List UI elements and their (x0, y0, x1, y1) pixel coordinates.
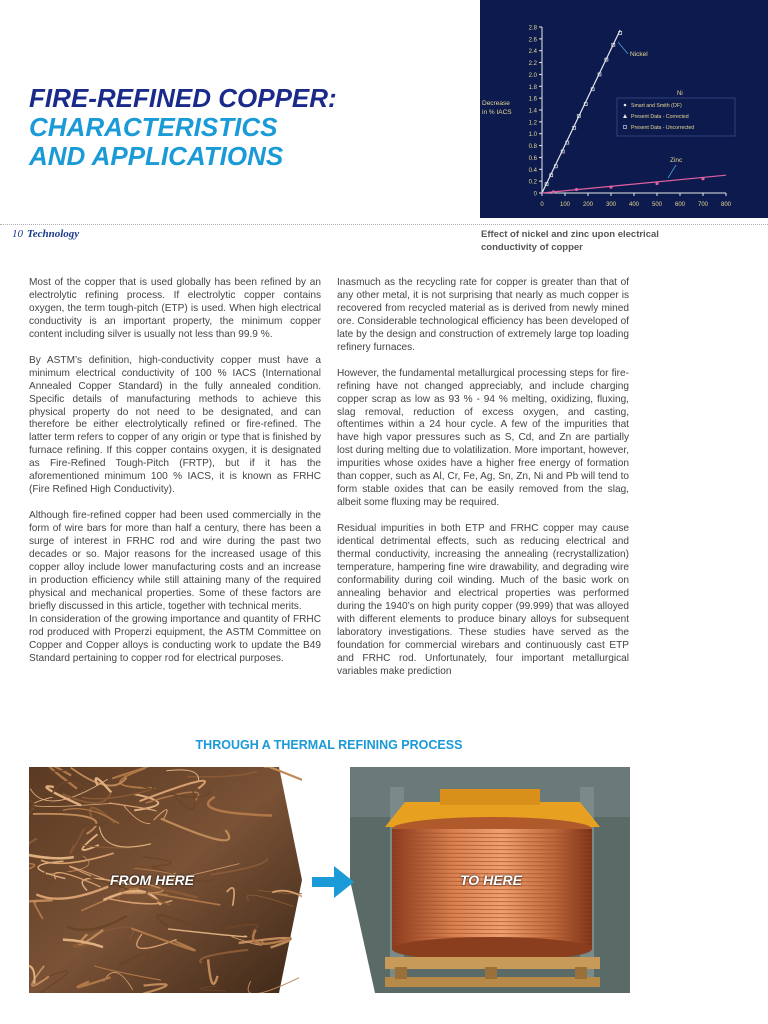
legend-entry: Present Data - Uncorrected (631, 125, 695, 131)
annotation-nickel: Nickel (630, 51, 648, 58)
figure-caption: Effect of nickel and zinc upon electrical conductivity of copper (481, 229, 659, 253)
x-tick-label: 700 (697, 202, 709, 208)
paragraph: By ASTM’s definition, high-conductivity copper must have a minimum electrical conductivity of 100 % IACS (International Annealed Copper Standard) in the fully annealed condition. Specific details of manufacturing methods to achieve this physical property do not need to be designated, and can therefore be either electrolytically refined or fire-refined. The latter term refers to copper of any origin or type that is finished by furnace refining. If this copper contains oxygen, it is designated as Fire-Refined Tough-Pitch (FRTP), but if it has the aforementioned minimum 100 % IACS, it is known as FRHC (Fire Refined High Conductivity). (29, 354, 321, 496)
y-tick-label: 0 (533, 191, 537, 198)
legend-title: Ni (677, 91, 683, 97)
title-line-3: AND APPLICATIONS (29, 141, 284, 171)
page-number: 10 (12, 228, 23, 240)
process-subheading: THROUGH A THERMAL REFINING PROCESS (195, 738, 463, 752)
data-point (701, 177, 704, 180)
x-tick-label: 100 (559, 202, 571, 208)
to-label: TO HERE (460, 872, 522, 888)
y-tick-label: 2.2 (528, 61, 537, 68)
conductivity-chart (480, 0, 768, 218)
title-line-1: FIRE-REFINED COPPER: (29, 83, 337, 113)
legend-entry: Smart and Smith (OF) (631, 103, 682, 109)
x-tick-label: 800 (720, 202, 732, 208)
legend-marker (624, 104, 627, 107)
header-divider (0, 224, 768, 225)
y-tick-label: 1.0 (528, 132, 537, 139)
y-tick-label: 0.6 (528, 155, 537, 162)
paragraph: However, the fundamental metallurgical processing steps for fire-refining have not changed appreciably, and include charging copper scrap as low as 93 % - 94 % melting, oxidizing, fluxing, slag removal, reduction of excess oxygen, and casting, oftentimes within a 24 hour cycle. A few of the impurities that have high vapor pressures such as S, Cd, and Zn are partially lost during melting due to volatilization. More important, however, impurities whose oxides have a higher free energy of formation than copper, such as Al, Cr, Fe, Ag, Sn, Zn, Ni and Pb will tend to form stable oxides that can be easily removed from the slag, albeit some fluxing may be required. (337, 367, 629, 509)
x-tick-label: 0 (540, 202, 544, 208)
legend-marker (624, 126, 627, 129)
series-line (542, 30, 620, 193)
legend-marker (623, 114, 627, 118)
y-tick-label: 0.8 (528, 144, 537, 151)
annotation-pointer (618, 42, 628, 54)
paragraph: Residual impurities in both ETP and FRHC copper may cause identical detrimental effects, such as reducing electrical and thermal conductivity, increasing the annealing (recrystallization) temperature, hampering fine wire drawability, and degrading wire conformability during coil winding. Much of the basic work on annealing behavior and electrical properties was performed during the 1940’s on high purity copper (99.999) that was alloyed with different elements to produce binary alloys for subsequent laboratory investigations. These studies have served as the foundation for commercial wirebars and continuously cast ETP and FRHC rod. Unfortunately, four important metallurgical variables make prediction (337, 523, 629, 677)
data-point (575, 188, 578, 191)
y-tick-label: 0.2 (528, 179, 537, 186)
from-label: FROM HERE (110, 872, 194, 888)
series-line (542, 175, 726, 193)
data-point (655, 182, 658, 185)
data-point (552, 190, 555, 193)
x-tick-label: 600 (674, 202, 686, 208)
title-line-2: CHARACTERISTICS (29, 112, 278, 142)
section-label (12, 228, 79, 240)
y-tick-label: 1.6 (528, 96, 537, 103)
left-column (29, 277, 321, 666)
y-tick-label: 2.8 (528, 25, 537, 32)
y-axis-label-line-2: in % IACS (482, 109, 512, 116)
legend-entry: Present Data - Corrected (631, 114, 689, 120)
y-tick-label: 0.4 (528, 167, 537, 174)
y-tick-label: 2.0 (528, 72, 537, 79)
y-tick-label: 1.4 (528, 108, 537, 115)
x-tick-label: 400 (628, 202, 640, 208)
section-name: Technology (27, 228, 80, 240)
x-tick-label: 200 (582, 202, 594, 208)
paragraph: Although fire-refined copper had been used commercially in the form of wire bars for more than half a century, there has been a surge of interest in FRHC rod and wire during the past two decades or so. Major reasons for the increased usage of this copper alloy include lower manufacturing costs and an increase in production efficiency while still attaining many of the required physical and mechanical properties. Some of these factors are briefly discussed in this article, together with technical merits. (29, 510, 321, 612)
y-tick-label: 1.8 (528, 84, 537, 91)
annotation-zinc: Zinc (670, 157, 683, 164)
y-tick-label: 2.4 (528, 49, 537, 56)
chart-svg (480, 0, 768, 218)
x-tick-label: 300 (605, 202, 617, 208)
paragraph: Inasmuch as the recycling rate for copper is greater than that of any other metal, it is not surprising that nearly as much copper is recovered from recycled material as is derived from newly mined ore. Considerable technological efficiency has been developed of late by the design and construction of extremely large top loading refinery furnaces. (337, 277, 629, 353)
data-point (609, 185, 612, 188)
arrow-right-icon (310, 862, 356, 902)
right-column (337, 277, 629, 679)
annotation-pointer (668, 165, 676, 178)
paragraph: In consideration of the growing importance and quantity of FRHC rod produced with Properzi equipment, the ASTM Committee on Copper and Copper alloys is conducting work to update the B49 Standard pertaining to copper rod for electrical purposes. (29, 613, 321, 664)
x-tick-label: 500 (651, 202, 663, 208)
y-tick-label: 1.2 (528, 120, 537, 127)
paragraph: Most of the copper that is used globally has been refined by an electrolytic refining process. If electrolytic copper contains oxygen, the term tough-pitch (ETP) is used. When high electrical conductivity is an important property, the minimum copper content including silver is usually not less than 99.9 %. (29, 277, 321, 340)
y-tick-label: 2.6 (528, 37, 537, 44)
article-title (29, 84, 469, 171)
y-axis-label-line-1: Decrease (482, 100, 510, 107)
